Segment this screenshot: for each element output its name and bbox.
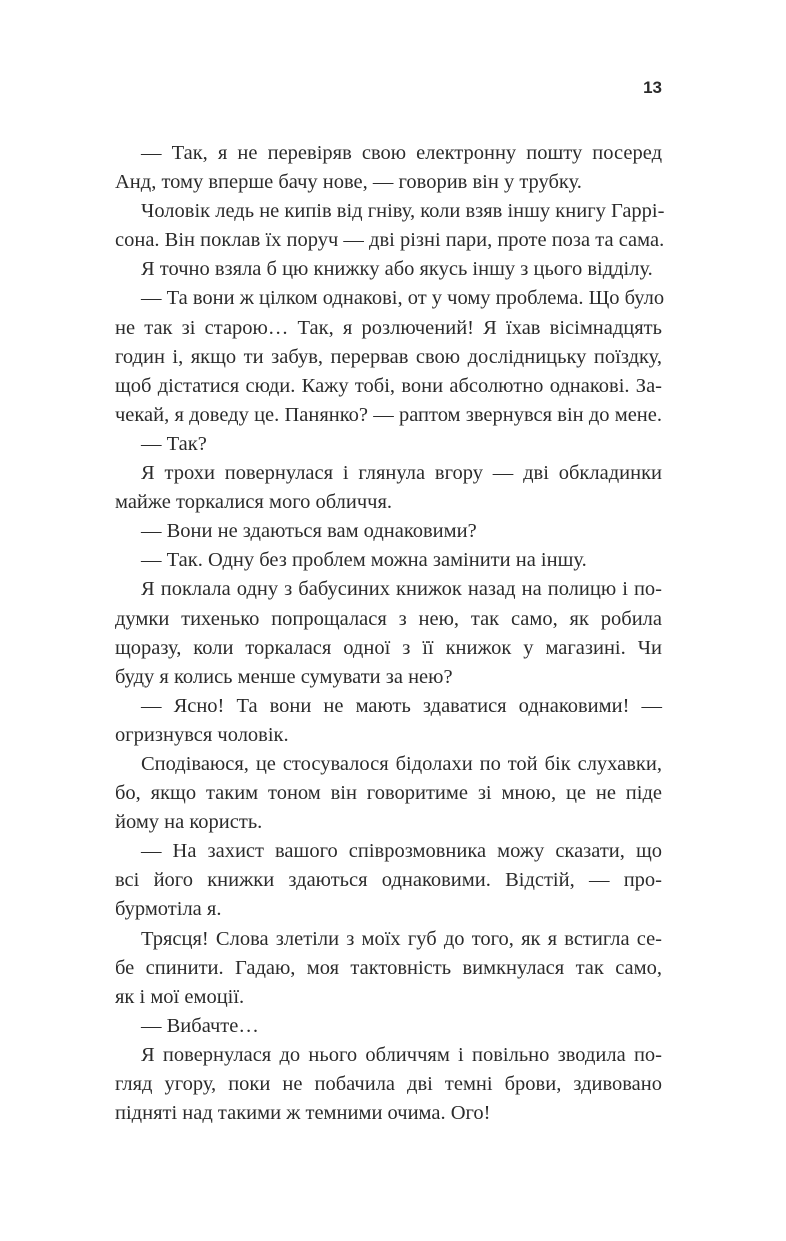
- text-line: йому на користь.: [115, 811, 263, 834]
- text-line: Я трохи повернулася і глянула вгору — дві обкладинки: [141, 462, 662, 485]
- text-line: як і мої емоції.: [115, 985, 245, 1008]
- text-line: не так зі старою… Так, я розлючений! Я їхав вісімнадцять: [115, 316, 662, 339]
- text-line: — Так. Одну без проблем можна замінити на іншу.: [141, 549, 587, 572]
- text-line: щоб дістатися сюди. Кажу тобі, вони абсолютно однакові. За-: [115, 374, 662, 397]
- text-line: — Вибачте…: [141, 1014, 259, 1037]
- text-line: бурмотіла я.: [115, 898, 222, 921]
- text-line: Я поклала одну з бабусиних книжок назад на полицю і по-: [141, 578, 662, 601]
- text-line: всі його книжки здаються однаковими. Відстій, — про-: [115, 869, 662, 892]
- text-line: — Так?: [141, 432, 207, 455]
- text-line: Анд, тому вперше бачу нове, — говорив він у трубку.: [115, 171, 582, 194]
- text-line: огризнувся чоловік.: [115, 723, 289, 746]
- text-line: — Так, я не перевіряв свою електронну пошту посеред: [141, 142, 662, 164]
- text-line: — Та вони ж цілком однакові, от у чому проблема. Що було: [141, 287, 665, 310]
- text-line: сона. Він поклав їх поруч — дві різні пари, проте поза та сама.: [115, 229, 665, 252]
- text-line: — Вони не здаються вам однаковими?: [141, 520, 477, 543]
- text-line: буду я колись менше сумувати за нею?: [115, 665, 453, 688]
- page-number: 13: [643, 78, 662, 97]
- text-line: Я точно взяла б цю книжку або якусь іншу з цього відділу.: [141, 258, 653, 281]
- page-body-text: [115, 139, 665, 1128]
- text-line: — На захист вашого співрозмовника можу сказати, що: [141, 840, 662, 863]
- text-line: Сподіваюся, це стосувалося бідолахи по той бік слухавки,: [141, 752, 662, 775]
- text-line: Я повернулася до нього обличчям і повільно зводила по-: [141, 1043, 662, 1066]
- text-line: годин і, якщо ти забув, перервав свою дослідницьку поїздку,: [115, 345, 662, 368]
- text-line: підняті над такими ж темними очима. Ого!: [115, 1102, 491, 1125]
- text-line: гляд угору, поки не побачила дві темні брови, здивовано: [115, 1073, 662, 1095]
- text-line: бо, якщо таким тоном він говоритиме зі мною, це не піде: [115, 782, 662, 805]
- text-line: Чоловік ледь не кипів від гніву, коли взяв іншу книгу Гаррі-: [141, 200, 665, 223]
- text-line: — Ясно! Та вони не мають здаватися однаковими! —: [141, 694, 662, 717]
- text-line: щоразу, коли торкалася одної з її книжок у магазині. Чи: [115, 636, 662, 659]
- text-line: майже торкалися мого обличчя.: [115, 491, 393, 514]
- text-line: Трясця! Слова злетіли з моїх губ до того, як я встигла се-: [141, 927, 662, 950]
- text-line: думки тихенько попрощалася з нею, так само, як робила: [115, 607, 662, 630]
- text-line: бе спинити. Гадаю, моя тактовність вимкнулася так само,: [115, 956, 662, 979]
- text-line: чекай, я доведу це. Панянко? — раптом звернувся він до мене.: [115, 403, 662, 426]
